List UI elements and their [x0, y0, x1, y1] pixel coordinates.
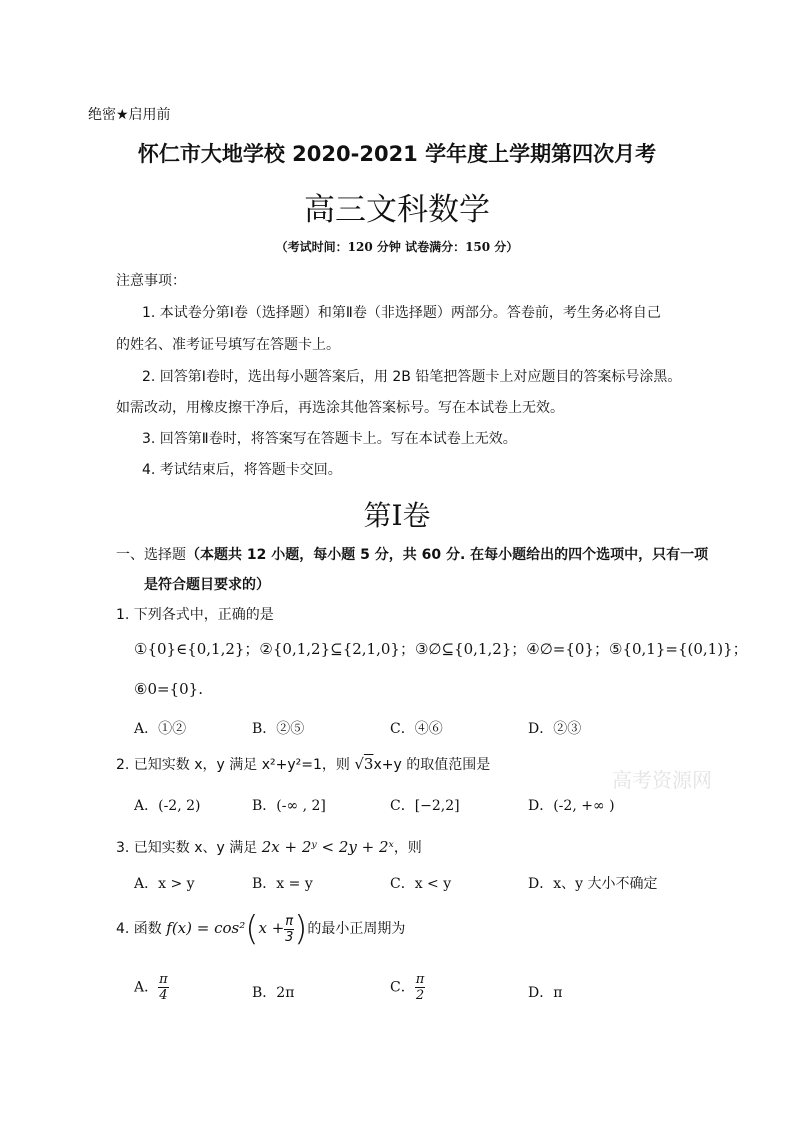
notice-item-2: 2. 回答第Ⅰ卷时，选出每小题答案后，用 2B 铅笔把答题卡上对应题目的答案标号涂黑。 — [142, 369, 682, 385]
notice-title: 注意事项： — [116, 273, 186, 289]
section-prefix: 一、选择题 — [116, 547, 186, 563]
q3-stem-a: 3. 已知实数 x、y 满足 — [116, 840, 262, 856]
q3-option-d[interactable]: D．x、y 大小不确定 — [528, 876, 658, 892]
notice-item-2-cont: 如需改动，用橡皮擦干净后，再选涂其他答案标号。写在本试卷上无效。 — [116, 400, 564, 416]
q4-option-a-den: 4 — [159, 988, 168, 1003]
q4-option-d[interactable]: D．π — [528, 985, 563, 1001]
q1-option-d[interactable]: D．②③ — [528, 721, 582, 737]
school-title: 怀仁市大地学校 2020-2021 学年度上学期第四次月考 — [137, 142, 657, 166]
q1-option-a[interactable]: A．①② — [134, 721, 187, 737]
q1-option-b[interactable]: B．②⑤ — [252, 721, 305, 737]
q2-stem: 2. 已知实数 x，y 满足 x²+y²=1，则 √3x+y 的取值范围是 — [116, 755, 491, 773]
subject-title: 高三文科数学 — [304, 192, 490, 228]
q3-stem — [116, 837, 422, 857]
q4-option-c[interactable] — [390, 972, 425, 1003]
exam-info: （考试时间：120 分钟 试卷满分：150 分） — [275, 240, 519, 254]
q4-stem-func: f(x) = cos² — [166, 919, 246, 937]
q4-option-a-label: A． — [134, 979, 159, 996]
q3-stem-math: 2x + 2ʸ < 2y + 2ˣ — [261, 838, 394, 856]
q2-option-b[interactable]: B．(-∞ , 2] — [252, 798, 326, 814]
q4-option-c-num: π — [415, 972, 425, 987]
section-desc-1: （本题共 12 小题，每小题 5 分，共 60 分. 在每小题给出的四个选项中，只有一项 — [186, 547, 709, 563]
q4-option-c-den: 2 — [415, 988, 425, 1003]
section-heading — [116, 544, 708, 564]
q4-stem — [116, 906, 405, 951]
q4-option-c-label: C． — [390, 979, 415, 996]
q4-stem-b: 的最小正周期为 — [307, 921, 406, 937]
watermark: 高考资源网 — [612, 768, 712, 792]
q4-option-a-fraction — [158, 972, 169, 1003]
q3-stem-b: ，则 — [393, 840, 422, 856]
q4-right-paren: ) — [294, 909, 308, 949]
notice-item-1: 1. 本试卷分第Ⅰ卷（选择题）和第Ⅱ卷（非选择题）两部分。答卷前，考生务必将自己 — [142, 305, 661, 321]
q2-option-a[interactable]: A．(-2, 2) — [134, 798, 201, 814]
top-secret-label: 绝密★启用前 — [88, 107, 171, 123]
notice-item-1-cont: 的姓名、准考证号填写在答题卡上。 — [116, 337, 340, 353]
q3-option-c[interactable]: C．x < y — [390, 876, 452, 892]
q1-statements-line1: ①{0}∈{0,1,2}；②{0,1,2}⊆{2,1,0}；③∅⊆{0,1,2}；④∅={0}；⑤{0,1}={(0,1)}； — [134, 640, 748, 658]
notice-item-4: 4. 考试结束后，将答题卡交回。 — [142, 462, 342, 478]
q4-option-a-num: π — [159, 972, 168, 987]
q2-option-c[interactable]: C．[−2,2] — [390, 798, 460, 814]
q4-option-b[interactable]: B．2π — [252, 985, 295, 1001]
q3-option-a[interactable]: A．x > y — [134, 876, 195, 892]
q2-stem-b: x+y 的取值范围是 — [373, 757, 491, 773]
q2-stem-sqrt: 3 — [363, 755, 374, 773]
q4-stem-fraction — [284, 914, 294, 945]
q4-option-a[interactable] — [134, 972, 169, 1003]
q4-stem-x: x + — [258, 919, 285, 937]
part-title: 第Ⅰ卷 — [363, 499, 431, 532]
q2-stem-a: 2. 已知实数 x，y 满足 x²+y²=1，则 — [116, 757, 355, 773]
q3-option-b[interactable]: B．x = y — [252, 876, 313, 892]
q4-stem-fraction-num: π — [285, 913, 294, 929]
q4-left-paren: ( — [245, 909, 259, 949]
notice-item-3: 3. 回答第Ⅱ卷时，将答案写在答题卡上。写在本试卷上无效。 — [142, 431, 517, 447]
section-desc-2: 是符合题目要求的） — [144, 577, 270, 593]
q1-stem: 1. 下列各式中，正确的是 — [116, 607, 274, 623]
q2-option-d[interactable]: D．(-2, +∞ ) — [528, 798, 615, 814]
q1-statements-line2: ⑥0={0}. — [134, 680, 203, 698]
q4-option-c-fraction — [415, 972, 426, 1003]
q4-stem-a: 4. 函数 — [116, 921, 167, 937]
q4-stem-fraction-den: 3 — [285, 929, 294, 945]
q1-option-c[interactable]: C．④⑥ — [390, 721, 443, 737]
